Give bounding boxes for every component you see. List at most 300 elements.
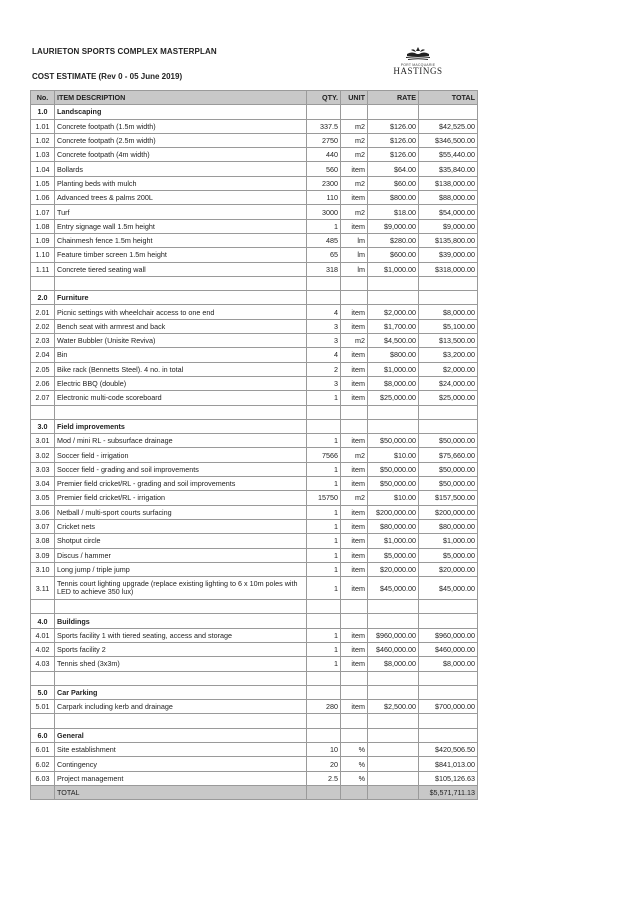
table-header-row: [31, 91, 478, 105]
table-row: [31, 700, 478, 714]
item-rate: $600.00: [368, 248, 419, 262]
item-number: 1.08: [31, 219, 55, 233]
item-number: 1.06: [31, 191, 55, 205]
item-number: 3.10: [31, 562, 55, 576]
item-unit: [341, 405, 368, 419]
table-row: [31, 548, 478, 562]
table-row: [31, 205, 478, 219]
table-row: [31, 162, 478, 176]
item-total: $700,000.00: [419, 700, 478, 714]
item-rate: $50,000.00: [368, 477, 419, 491]
item-unit: m2: [341, 148, 368, 162]
item-number: [31, 671, 55, 685]
item-qty: 1: [307, 657, 341, 671]
item-qty: 485: [307, 233, 341, 247]
item-qty: 10: [307, 743, 341, 757]
item-qty: 2: [307, 362, 341, 376]
item-qty: [307, 728, 341, 742]
item-unit: item: [341, 462, 368, 476]
table-row: [31, 305, 478, 319]
item-number: 3.07: [31, 519, 55, 533]
item-total: $960,000.00: [419, 628, 478, 642]
item-total: [419, 614, 478, 628]
item-number: 2.07: [31, 391, 55, 405]
item-unit: m2: [341, 133, 368, 147]
item-unit: item: [341, 376, 368, 390]
section-number: 5.0: [31, 685, 55, 699]
item-qty: 2300: [307, 176, 341, 190]
item-rate: $8,000.00: [368, 376, 419, 390]
item-qty: 2.5: [307, 771, 341, 785]
item-rate: $800.00: [368, 191, 419, 205]
item-total: [419, 405, 478, 419]
section-title: Car Parking: [55, 685, 307, 699]
table-row: [31, 391, 478, 405]
item-description: Site establishment: [55, 743, 307, 757]
item-rate: $126.00: [368, 133, 419, 147]
item-number: 3.02: [31, 448, 55, 462]
grand-total-row: [31, 785, 478, 799]
table-row: [31, 771, 478, 785]
item-unit: %: [341, 743, 368, 757]
table-row: [31, 628, 478, 642]
section-title: Buildings: [55, 614, 307, 628]
item-qty: [307, 276, 341, 290]
item-number: 6.02: [31, 757, 55, 771]
item-number: 3.03: [31, 462, 55, 476]
item-unit: item: [341, 700, 368, 714]
item-qty: 20: [307, 757, 341, 771]
item-description: Premier field cricket/RL - irrigation: [55, 491, 307, 505]
section-number: 2.0: [31, 291, 55, 305]
section-number: 6.0: [31, 728, 55, 742]
table-body: [31, 105, 478, 786]
item-rate: [368, 743, 419, 757]
item-qty: 1: [307, 642, 341, 656]
item-description: Concrete footpath (2.5m width): [55, 133, 307, 147]
item-number: 4.01: [31, 628, 55, 642]
item-number: 1.03: [31, 148, 55, 162]
item-unit: item: [341, 191, 368, 205]
item-unit: lm: [341, 233, 368, 247]
item-rate: $25,000.00: [368, 391, 419, 405]
item-number: 1.07: [31, 205, 55, 219]
item-qty: 15750: [307, 491, 341, 505]
item-unit: [341, 291, 368, 305]
table-row: [31, 348, 478, 362]
item-qty: [307, 714, 341, 728]
item-rate: $960,000.00: [368, 628, 419, 642]
item-unit: m2: [341, 334, 368, 348]
item-qty: 1: [307, 534, 341, 548]
table-row: [31, 219, 478, 233]
item-unit: [341, 105, 368, 119]
item-description: Water Bubbler (Unisite Reviva): [55, 334, 307, 348]
logo-big-text: HASTINGS: [393, 66, 443, 76]
item-qty: 4: [307, 305, 341, 319]
section-title: Landscaping: [55, 105, 307, 119]
item-total: $45,000.00: [419, 577, 478, 600]
item-total: $54,000.00: [419, 205, 478, 219]
item-description: Bench seat with armrest and back: [55, 319, 307, 333]
item-description: Soccer field - irrigation: [55, 448, 307, 462]
item-description: Sports facility 1 with tiered seating, access and storage: [55, 628, 307, 642]
item-qty: 1: [307, 477, 341, 491]
item-description: Electronic multi-code scoreboard: [55, 391, 307, 405]
item-qty: 3: [307, 376, 341, 390]
item-total: $105,126.63: [419, 771, 478, 785]
item-number: 4.03: [31, 657, 55, 671]
item-rate: $80,000.00: [368, 519, 419, 533]
item-description: Mod / mini RL - subsurface drainage: [55, 434, 307, 448]
item-description: Long jump / triple jump: [55, 562, 307, 576]
item-unit: item: [341, 162, 368, 176]
item-number: 6.01: [31, 743, 55, 757]
item-total: $50,000.00: [419, 434, 478, 448]
item-total: [419, 671, 478, 685]
document-subtitle: COST ESTIMATE (Rev 0 - 05 June 2019): [32, 72, 183, 81]
section-number: 1.0: [31, 105, 55, 119]
item-total: $13,500.00: [419, 334, 478, 348]
table-row: [31, 477, 478, 491]
item-qty: 1: [307, 505, 341, 519]
item-number: 2.02: [31, 319, 55, 333]
item-total: $75,660.00: [419, 448, 478, 462]
item-rate: $64.00: [368, 162, 419, 176]
item-unit: item: [341, 319, 368, 333]
item-qty: 1: [307, 577, 341, 600]
item-number: 1.11: [31, 262, 55, 276]
item-rate: [368, 419, 419, 433]
item-unit: m2: [341, 491, 368, 505]
item-description: Concrete footpath (1.5m width): [55, 119, 307, 133]
item-description: Turf: [55, 205, 307, 219]
item-qty: 1: [307, 219, 341, 233]
item-description: Discus / hammer: [55, 548, 307, 562]
item-rate: $800.00: [368, 348, 419, 362]
item-rate: $50,000.00: [368, 434, 419, 448]
item-unit: [341, 419, 368, 433]
item-total: $841,013.00: [419, 757, 478, 771]
table-row: [31, 757, 478, 771]
blank-row: [31, 276, 478, 290]
total-unit-cell: [341, 785, 368, 799]
total-rate-cell: [368, 785, 419, 799]
item-total: $420,506.50: [419, 743, 478, 757]
item-rate: $9,000.00: [368, 219, 419, 233]
header-unit: UNIT: [341, 91, 368, 105]
item-number: 1.04: [31, 162, 55, 176]
item-total: $157,500.00: [419, 491, 478, 505]
item-rate: [368, 291, 419, 305]
item-rate: $1,000.00: [368, 262, 419, 276]
item-rate: [368, 276, 419, 290]
item-unit: lm: [341, 262, 368, 276]
item-qty: 560: [307, 162, 341, 176]
item-total: $8,000.00: [419, 305, 478, 319]
item-unit: %: [341, 757, 368, 771]
item-number: 1.01: [31, 119, 55, 133]
item-number: 1.05: [31, 176, 55, 190]
item-unit: item: [341, 562, 368, 576]
item-qty: 65: [307, 248, 341, 262]
item-description: [55, 671, 307, 685]
item-rate: [368, 757, 419, 771]
item-total: $20,000.00: [419, 562, 478, 576]
section-row: [31, 614, 478, 628]
item-description: Tennis court lighting upgrade (replace existing lighting to 6 x 10m poles with LED to achieve 350 lux): [55, 577, 307, 600]
item-description: Sports facility 2: [55, 642, 307, 656]
item-unit: item: [341, 548, 368, 562]
item-total: $88,000.00: [419, 191, 478, 205]
header-total: TOTAL: [419, 91, 478, 105]
item-number: 3.06: [31, 505, 55, 519]
section-row: [31, 105, 478, 119]
item-description: Premier field cricket/RL - grading and soil improvements: [55, 477, 307, 491]
table-row: [31, 743, 478, 757]
item-number: 3.08: [31, 534, 55, 548]
item-number: 3.01: [31, 434, 55, 448]
item-description: Concrete footpath (4m width): [55, 148, 307, 162]
item-total: [419, 685, 478, 699]
item-number: 1.10: [31, 248, 55, 262]
item-qty: 3: [307, 334, 341, 348]
table-row: [31, 657, 478, 671]
item-rate: [368, 105, 419, 119]
table-row: [31, 376, 478, 390]
item-unit: lm: [341, 248, 368, 262]
item-rate: $8,000.00: [368, 657, 419, 671]
item-unit: item: [341, 534, 368, 548]
item-description: Concrete tiered seating wall: [55, 262, 307, 276]
item-qty: 337.5: [307, 119, 341, 133]
item-unit: [341, 614, 368, 628]
item-total: $200,000.00: [419, 505, 478, 519]
item-unit: m2: [341, 119, 368, 133]
item-rate: $1,700.00: [368, 319, 419, 333]
item-qty: 110: [307, 191, 341, 205]
item-total: $50,000.00: [419, 477, 478, 491]
table-row: [31, 119, 478, 133]
item-rate: $200,000.00: [368, 505, 419, 519]
item-number: 3.05: [31, 491, 55, 505]
item-description: [55, 276, 307, 290]
item-total: $42,525.00: [419, 119, 478, 133]
item-qty: [307, 419, 341, 433]
item-rate: $1,000.00: [368, 534, 419, 548]
section-title: Field improvements: [55, 419, 307, 433]
blank-row: [31, 671, 478, 685]
item-qty: 3: [307, 319, 341, 333]
item-rate: $10.00: [368, 491, 419, 505]
item-number: 2.01: [31, 305, 55, 319]
section-row: [31, 291, 478, 305]
item-unit: item: [341, 305, 368, 319]
item-unit: item: [341, 577, 368, 600]
item-total: [419, 419, 478, 433]
item-number: 5.01: [31, 700, 55, 714]
item-qty: [307, 405, 341, 419]
item-rate: $5,000.00: [368, 548, 419, 562]
item-rate: [368, 714, 419, 728]
item-rate: [368, 728, 419, 742]
item-unit: item: [341, 391, 368, 405]
item-unit: m2: [341, 448, 368, 462]
item-total: $9,000.00: [419, 219, 478, 233]
item-description: [55, 600, 307, 614]
section-number: 3.0: [31, 419, 55, 433]
item-qty: [307, 105, 341, 119]
item-description: Contingency: [55, 757, 307, 771]
item-total: $3,200.00: [419, 348, 478, 362]
item-number: 4.02: [31, 642, 55, 656]
item-number: 3.11: [31, 577, 55, 600]
item-unit: item: [341, 434, 368, 448]
item-unit: [341, 685, 368, 699]
item-total: [419, 291, 478, 305]
item-total: [419, 105, 478, 119]
item-total: $24,000.00: [419, 376, 478, 390]
item-total: $25,000.00: [419, 391, 478, 405]
table-row: [31, 562, 478, 576]
item-total: $460,000.00: [419, 642, 478, 656]
item-rate: $4,500.00: [368, 334, 419, 348]
item-rate: $50,000.00: [368, 462, 419, 476]
item-rate: $126.00: [368, 119, 419, 133]
item-rate: $126.00: [368, 148, 419, 162]
item-rate: $45,000.00: [368, 577, 419, 600]
item-number: [31, 714, 55, 728]
item-total: $50,000.00: [419, 462, 478, 476]
item-description: Electric BBQ (double): [55, 376, 307, 390]
document-title: LAURIETON SPORTS COMPLEX MASTERPLAN: [32, 47, 217, 56]
item-qty: 1: [307, 391, 341, 405]
item-description: Bollards: [55, 162, 307, 176]
table-row: [31, 462, 478, 476]
item-unit: item: [341, 657, 368, 671]
item-rate: $60.00: [368, 176, 419, 190]
table-row: [31, 334, 478, 348]
item-rate: $280.00: [368, 233, 419, 247]
item-total: $80,000.00: [419, 519, 478, 533]
item-total: [419, 600, 478, 614]
table-row: [31, 148, 478, 162]
item-unit: item: [341, 642, 368, 656]
item-total: $2,000.00: [419, 362, 478, 376]
header-rate: RATE: [368, 91, 419, 105]
section-title: General: [55, 728, 307, 742]
item-total: $5,100.00: [419, 319, 478, 333]
item-unit: %: [341, 771, 368, 785]
item-qty: 1: [307, 562, 341, 576]
item-number: 2.06: [31, 376, 55, 390]
item-rate: [368, 685, 419, 699]
port-macquarie-hastings-logo-icon: [403, 46, 433, 62]
item-total: [419, 728, 478, 742]
item-unit: [341, 600, 368, 614]
blank-row: [31, 405, 478, 419]
item-total: $5,000.00: [419, 548, 478, 562]
item-total: [419, 714, 478, 728]
section-number: 4.0: [31, 614, 55, 628]
item-description: Advanced trees & palms 200L: [55, 191, 307, 205]
table-row: [31, 534, 478, 548]
item-description: [55, 405, 307, 419]
item-unit: [341, 671, 368, 685]
item-unit: [341, 276, 368, 290]
table-row: [31, 642, 478, 656]
item-description: Bike rack (Bennetts Steel). 4 no. in total: [55, 362, 307, 376]
table-row: [31, 233, 478, 247]
header-description: ITEM DESCRIPTION: [55, 91, 307, 105]
council-logo: [388, 46, 448, 82]
item-total: $39,000.00: [419, 248, 478, 262]
table-row: [31, 248, 478, 262]
item-qty: 440: [307, 148, 341, 162]
table-row: [31, 448, 478, 462]
item-rate: $2,000.00: [368, 305, 419, 319]
item-unit: item: [341, 362, 368, 376]
table-row: [31, 176, 478, 190]
item-rate: [368, 600, 419, 614]
item-description: Chainmesh fence 1.5m height: [55, 233, 307, 247]
item-qty: [307, 671, 341, 685]
item-total: $135,800.00: [419, 233, 478, 247]
item-number: 3.04: [31, 477, 55, 491]
item-rate: [368, 771, 419, 785]
item-description: Bin: [55, 348, 307, 362]
table-row: [31, 505, 478, 519]
item-total: $346,500.00: [419, 133, 478, 147]
item-unit: item: [341, 477, 368, 491]
item-unit: m2: [341, 176, 368, 190]
item-description: Tennis shed (3x3m): [55, 657, 307, 671]
item-number: 1.02: [31, 133, 55, 147]
item-unit: [341, 728, 368, 742]
item-total: $318,000.00: [419, 262, 478, 276]
item-qty: 3000: [307, 205, 341, 219]
total-no-cell: [31, 785, 55, 799]
item-rate: $460,000.00: [368, 642, 419, 656]
table-row: [31, 491, 478, 505]
item-number: [31, 405, 55, 419]
item-qty: 1: [307, 628, 341, 642]
item-qty: [307, 685, 341, 699]
item-unit: [341, 714, 368, 728]
total-qty-cell: [307, 785, 341, 799]
item-description: Feature timber screen 1.5m height: [55, 248, 307, 262]
item-unit: item: [341, 628, 368, 642]
header-no: No.: [31, 91, 55, 105]
item-rate: [368, 671, 419, 685]
item-unit: item: [341, 519, 368, 533]
table-row: [31, 577, 478, 600]
item-unit: item: [341, 505, 368, 519]
item-qty: 1: [307, 434, 341, 448]
item-unit: m2: [341, 205, 368, 219]
item-total: $35,840.00: [419, 162, 478, 176]
item-description: Netball / multi-sport courts surfacing: [55, 505, 307, 519]
item-description: Cricket nets: [55, 519, 307, 533]
item-qty: 1: [307, 548, 341, 562]
item-total: $138,000.00: [419, 176, 478, 190]
item-rate: $18.00: [368, 205, 419, 219]
item-description: Carpark including kerb and drainage: [55, 700, 307, 714]
table-row: [31, 191, 478, 205]
item-number: [31, 600, 55, 614]
table-row: [31, 262, 478, 276]
item-description: [55, 714, 307, 728]
